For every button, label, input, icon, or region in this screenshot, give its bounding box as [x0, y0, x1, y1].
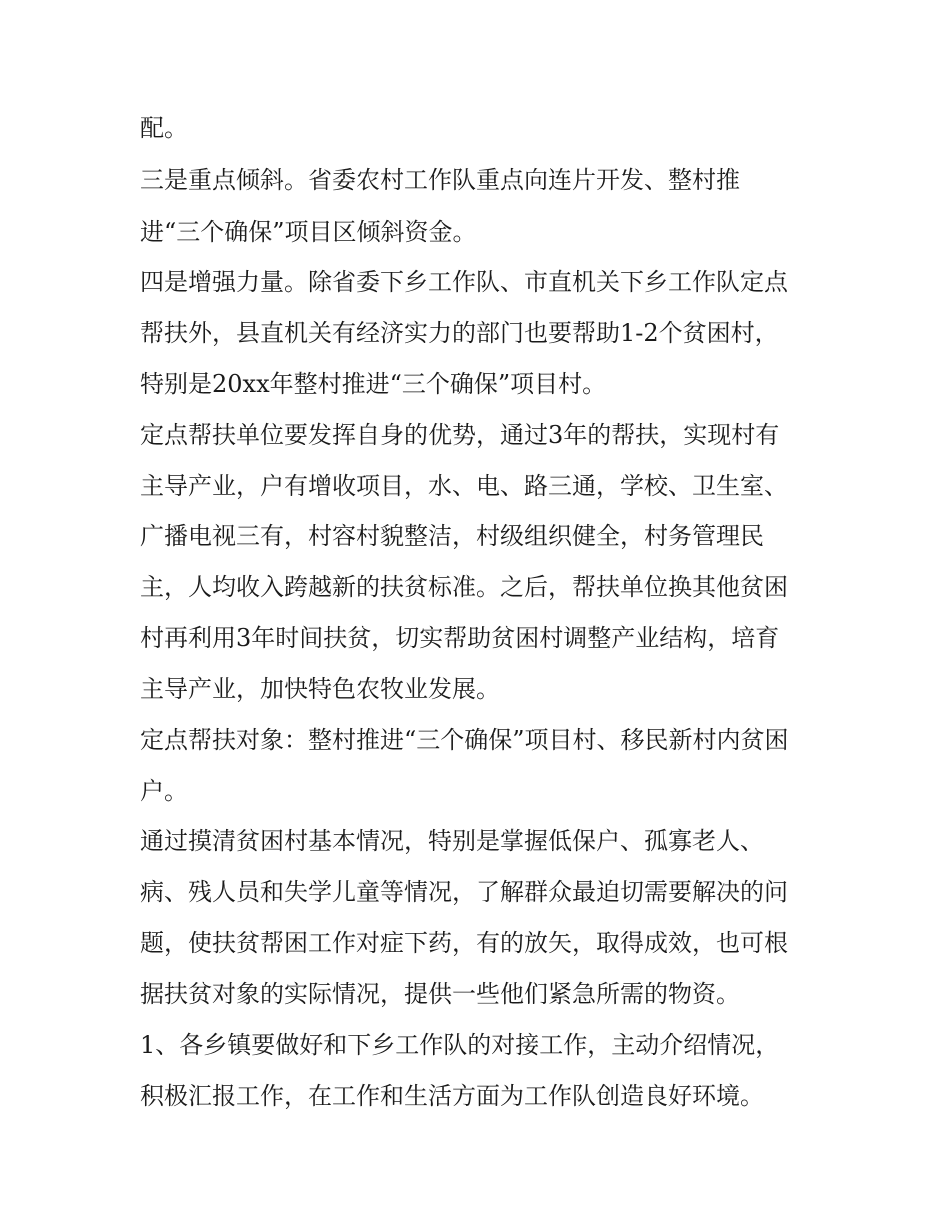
- text-line: 特别是20xx年整村推进“三个确保”项目村。: [140, 370, 607, 398]
- text-line: 进“三个确保”项目区倾斜资金。: [140, 218, 477, 246]
- text-line: 据扶贫对象的实际情况，提供一些他们紧急所需的物资。: [140, 980, 740, 1008]
- text-line: 户。: [140, 777, 188, 805]
- text-line: 1、各乡镇要做好和下乡工作队的对接工作，主动介绍情况，: [140, 1031, 780, 1059]
- text-line: 村再利用3年时间扶贫，切实帮助贫困村调整产业结构，培育: [140, 624, 780, 652]
- text-line: 主导产业，加快特色农牧业发展。: [140, 675, 500, 703]
- text-line: 帮扶外，县直机关有经济实力的部门也要帮助1-2个贫困村，: [140, 319, 779, 347]
- text-line: 定点帮扶单位要发挥自身的优势，通过3年的帮扶，实现村有: [140, 421, 780, 449]
- text-line: 积极汇报工作，在工作和生活方面为工作队创造良好环境。: [140, 1082, 764, 1110]
- text-line: 定点帮扶对象：整村推进“三个确保”项目村、移民新村内贫困: [140, 726, 789, 754]
- text-line: 主，人均收入跨越新的扶贫标准。之后，帮扶单位换其他贫困: [140, 573, 788, 601]
- text-line: 三是重点倾斜。省委农村工作队重点向连片开发、整村推: [140, 166, 740, 194]
- text-line: 四是增强力量。除省委下乡工作队、市直机关下乡工作队定点: [140, 268, 788, 296]
- text-line: 通过摸清贫困村基本情况，特别是掌握低保户、孤寡老人、: [140, 827, 764, 855]
- text-line: 广播电视三有，村容村貌整洁，村级组织健全，村务管理民: [140, 522, 764, 550]
- text-line: 主导产业，户有增收项目，水、电、路三通，学校、卫生室、: [140, 472, 788, 500]
- text-line: 题，使扶贫帮困工作对症下药，有的放矢，取得成效，也可根: [140, 929, 788, 957]
- text-line: 病、残人员和失学儿童等情况，了解群众最迫切需要解决的问: [140, 878, 788, 906]
- text-line: 配。: [140, 114, 188, 142]
